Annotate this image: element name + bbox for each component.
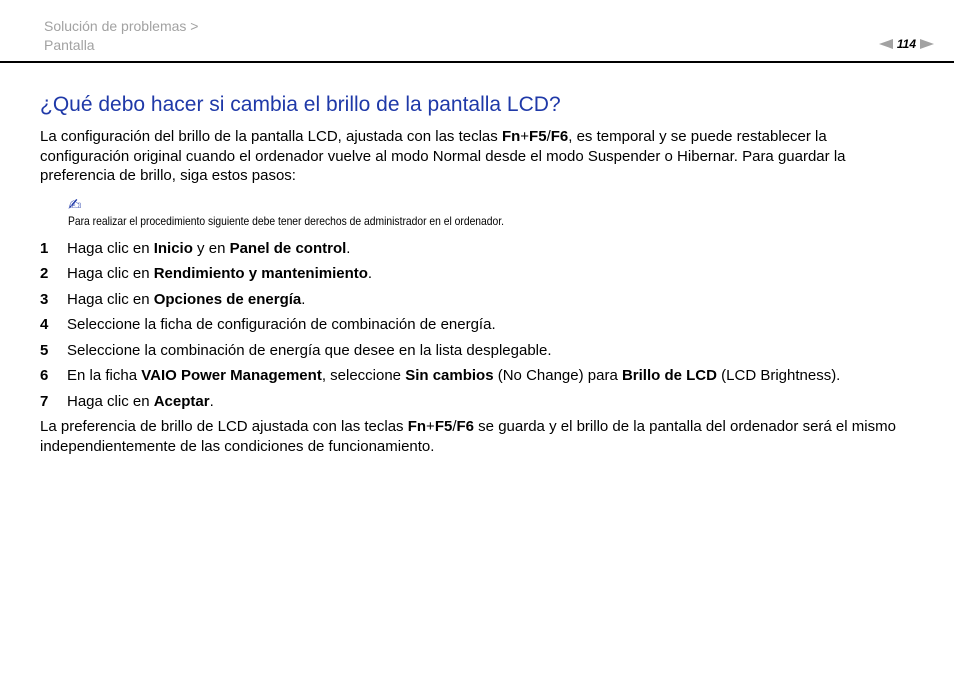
page-navigation	[879, 37, 934, 51]
breadcrumb-page: Pantalla	[44, 37, 95, 53]
step-item: 6 En la ficha VAIO Power Management, seleccione Sin cambios (No Change) para Brillo de LCD (LCD Brightness).	[40, 367, 841, 384]
note	[68, 198, 920, 229]
header-divider	[0, 61, 954, 63]
intro-paragraph: La configuración del brillo de la pantalla LCD, ajustada con las teclas Fn+F5/F6, es temporal y se puede restablecer la configuración original cuando el ordenador vuelve al modo Normal desde el modo Suspender o Hibernar. Para guardar la preferencia de brillo, siga estos pasos:	[40, 128, 846, 184]
step-item: 4 Seleccione la ficha de configuración de combinación de energía.	[40, 316, 496, 333]
pencil-note-icon: ✍	[68, 196, 82, 214]
breadcrumb	[44, 17, 199, 55]
page-title: ¿Qué debo hacer si cambia el brillo de la pantalla LCD?	[40, 93, 561, 116]
previous-page-icon[interactable]	[879, 39, 893, 49]
step-item: 7 Haga clic en Aceptar.	[40, 392, 214, 410]
page-number: 114	[896, 37, 916, 51]
breadcrumb-section[interactable]: Solución de problemas >	[44, 18, 199, 34]
step-item: 1 Haga clic en Inicio y en Panel de control.	[40, 239, 351, 257]
main-content	[40, 92, 920, 456]
step-item: 3 Haga clic en Opciones de energía.	[40, 290, 306, 308]
closing-paragraph: La preferencia de brillo de LCD ajustada con las teclas Fn+F5/F6 se guarda y el brillo de la pantalla del ordenador será el mismo independientemente de las condiciones de funcionamiento.	[40, 418, 896, 455]
steps-list	[40, 239, 920, 411]
note-text: Para realizar el procedimiento siguiente debe tener derechos de administrador en el ordenador.	[68, 213, 505, 228]
step-item: 5 Seleccione la combinación de energía que desee en la lista desplegable.	[40, 341, 552, 359]
step-item: 2 Haga clic en Rendimiento y mantenimiento.	[40, 265, 373, 282]
next-page-icon[interactable]	[920, 39, 934, 49]
